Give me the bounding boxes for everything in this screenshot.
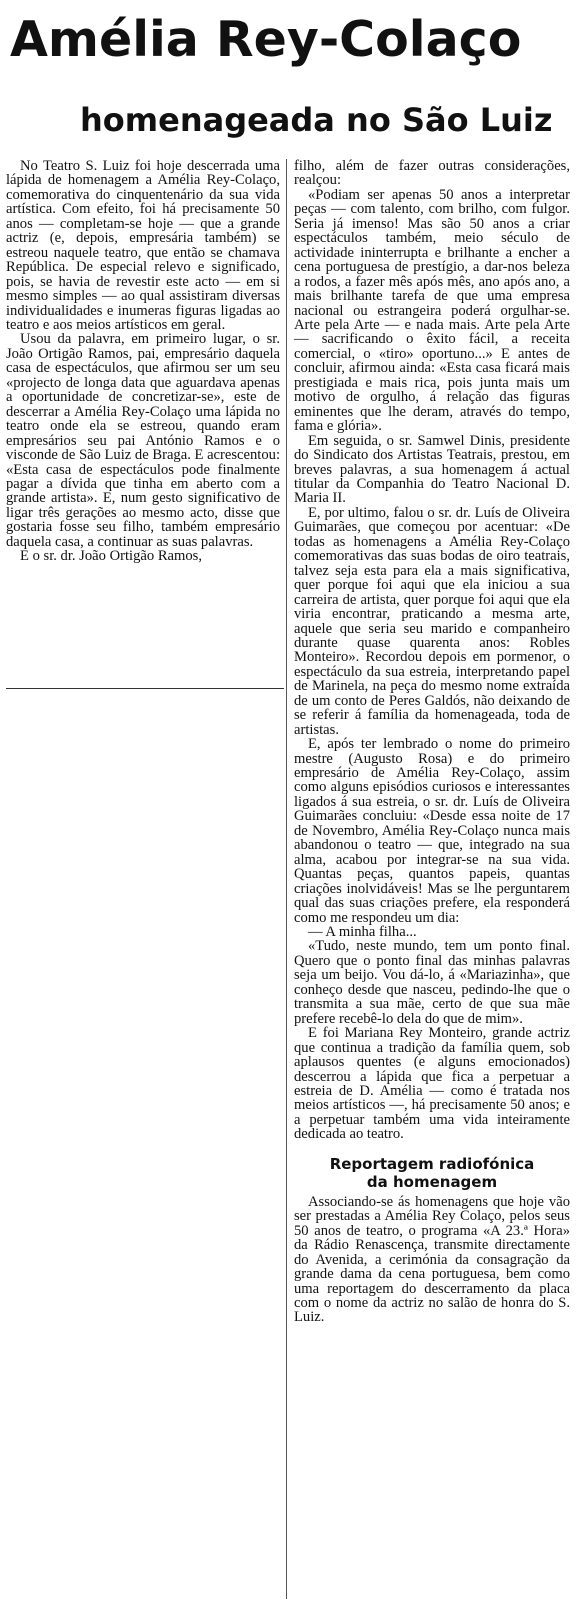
paragraph: «Tudo, neste mundo, tem um ponto final. Quero que o ponto final das minhas palavras seja um beijo. Vou dá-lo, á «Mariazinha», que conheço desde que nasceu, pedindo-lhe que o transmita a sua mãe, certo de que sua mãe prefere recebê-lo dela do que de mim». bbox=[294, 938, 570, 1027]
column-end-rule bbox=[6, 688, 284, 689]
paragraph: filho, além de fazer outras considerações, realçou: bbox=[294, 158, 570, 189]
paragraph: E o sr. dr. João Ortigão Ramos, bbox=[20, 548, 203, 565]
box-title-line: Reportagem radiofónica bbox=[329, 1154, 535, 1173]
paragraph: E, por ultimo, falou o sr. dr. Luís de Oliveira Guimarães, que começou por acentuar: «De todas as homenagens a Amélia Rey-Colaço comemorativas das suas bodas de oiro teatrais, talvez seja esta para ela a mais significativa, quer porque foi aqui que ela iniciou a sua carreira de artista, quer porque foi aqui que ela viria encontrar, praticando a mesma arte, aquele que seria seu marido e companheiro durante quase quarenta anos: Robles Monteiro». Recordou depois em pormenor, o espectáculo da sua estreia, interpretando papel de Marinela, na peça do mesmo nome extraída de um conto de Peres Galdós, não deixando de se referir á família da homenageada, toda de artistas. bbox=[294, 504, 570, 738]
box-title bbox=[294, 1155, 570, 1191]
paragraph: E, após ter lembrado o nome do primeiro mestre (Augusto Rosa) e do primeiro empresário de Amélia Rey-Colaço, assim como alguns episódios curiosos e interessantes ligados á sua estreia, o sr. dr. Luís de Oliveira Guimarães concluiu: «Desde essa noite de 17 de Novembro, Amélia Rey-Colaço nunca mais abandonou o teatro — que, integrado na sua alma, acabou por integrar-se na sua vida. Quantas peças, quantos papeis, quantas criações inolvidáveis! Mas se lhe perguntarem qual das suas criações prefere, ela responderá como me respondeu um dia: bbox=[294, 736, 570, 926]
right-column bbox=[294, 159, 570, 1325]
paragraph: No Teatro S. Luiz foi hoje descerrada uma lápida de homenagem a Amélia Rey-Colaço, comemorativa do cinquentenário da sua vida artística. Com efeito, foi há precisamente 50 anos — completam-se hoje — que a grande actriz (e, depois, empresária também) se estreou naquele teatro, que então se chamava República. De especial relevo e significado, pois, se havia de revestir este acto — em si mesmo simples — ao qual assistiram diversas individualidades e inumeras figuras ligadas ao teatro e aos meios artísticos em geral. bbox=[6, 158, 280, 333]
column-divider bbox=[286, 159, 287, 1599]
paragraph: E foi Mariana Rey Monteiro, grande actriz que continua a tradição da família quem, sob aplausos quentes (e alguns emocionados) descerrou a lápida que fica a perpetuar a estreia de D. Amélia — como é tratada nos meios artísticos —, há precisamente 50 anos; e a perpetuar também uma vida inteiramente dedicada ao teatro. bbox=[294, 1025, 570, 1143]
box-body: Associando-se ás homenagens que hoje vão ser prestadas a Amélia Rey Colaço, pelos seus 50 anos de teatro, o programa «A 23.ª Hora» da Rádio Renascença, transmite directamente do Avenida, a cerimónia da consagração da grande dama da cena portuguesa, bem como uma reportagem do descerramento da placa com o nome da actriz no salão de honra do S. Luiz. bbox=[294, 1193, 570, 1326]
paragraph: Em seguida, o sr. Samwel Dinis, presidente do Sindicato dos Artistas Teatrais, prestou, em breves palavras, a sua homenagem á actual titular da Companhia do Teatro Nacional D. Maria II. bbox=[294, 432, 570, 507]
paragraph: — A minha filha... bbox=[308, 924, 417, 941]
subheadline: homenageada no São Luiz bbox=[80, 101, 553, 139]
box-title-line: da homenagem bbox=[366, 1172, 498, 1191]
left-column bbox=[6, 159, 280, 564]
paragraph: Usou da palavra, em primeiro lugar, o sr. João Ortigão Ramos, pai, empresário daquela casa de espectáculos, que afirmou ser um seu «projecto de longa data que aguardava apenas a oportunidade de concretizar-se», este de descerrar a Amélia Rey-Colaço uma lápida no teatro onde ela se estreou, quando eram empresários seu pai António Ramos e o visconde de São Luiz de Braga. E acrescentou: «Esta casa de espectáculos pode finalmente pagar a dívida que tinha em aberto com a grande artista». E, num gesto significativo de ligar três gerações ao mesmo acto, disse que gostaria fosse seu filho, também empresário daquela casa, a continuar as suas palavras. bbox=[6, 331, 280, 550]
headline: Amélia Rey-Colaço bbox=[10, 11, 522, 68]
paragraph: «Podiam ser apenas 50 anos a interpretar peças — com talento, com brilho, com fulgor. Seria já imenso! Mas são 50 anos a criar espectáculos também, meio século de actividade ininterrupta e brilhante a encher a cena portuguesa de prestígio, a dar-nos beleza a rodos, a fazer mês após mês, ano após ano, a mais brilhante tarefa de que uma empresa nacional ou estrangeira poderá orgulhar-se. Arte pela Arte — e nada mais. Arte pela Arte — sacrificando o êxito fácil, a receita comercial, o «tiro» oportuno...» E antes de concluir, afirmou ainda: «Esta casa ficará mais prestigiada e mais rica, pois junta mais um motivo de orgulho, á relação das figuras eminentes que lhe deram, através do tempo, fama e glória». bbox=[294, 186, 570, 435]
